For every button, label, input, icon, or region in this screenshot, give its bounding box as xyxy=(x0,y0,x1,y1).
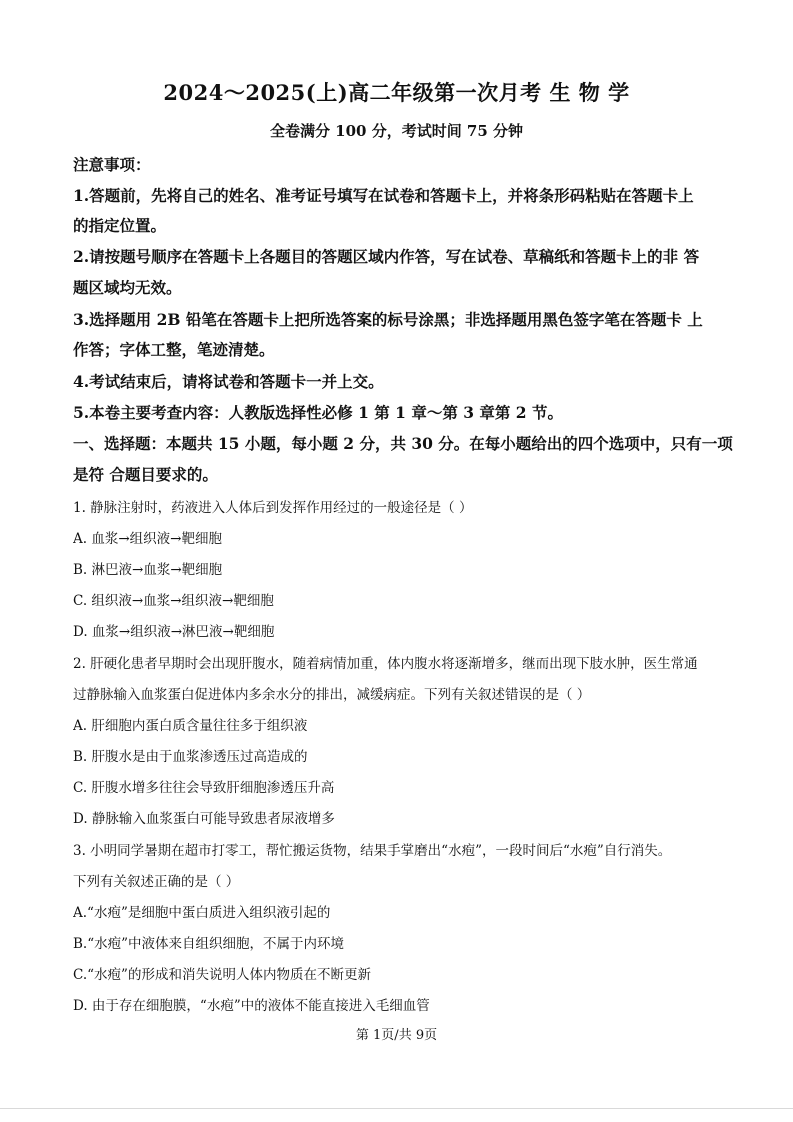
question-3-option-c: C.“水疱”的形成和消失说明人体内物质在不断更新 xyxy=(73,967,371,983)
question-3-stem-cont: 下列有关叙述正确的是（ ） xyxy=(73,874,240,890)
question-2-option-b: B. 肝腹水是由于血浆渗透压过高造成的 xyxy=(73,749,308,765)
question-2-stem: 2. 肝硬化患者早期时会出现肝腹水，随着病情加重，体内腹水将逐渐增多，继而出现下肢水肿，医生常通 xyxy=(73,656,698,672)
question-1-option-d: D. 血浆→组织液→淋巴液→靶细胞 xyxy=(73,624,275,640)
question-2-option-c: C. 肝腹水增多往往会导致肝细胞渗透压升高 xyxy=(73,780,335,796)
question-1-option-a: A. 血浆→组织液→靶细胞 xyxy=(73,531,222,547)
notice-item-3: 3.选择题用 2B 铅笔在答题卡上把所选答案的标号涂黑；非选择题用黑色签字笔在答题卡 上 xyxy=(73,310,703,329)
notice-item-3-cont: 作答；字体工整，笔迹清楚。 xyxy=(73,340,275,359)
question-2-option-a: A. 肝细胞内蛋白质含量往往多于组织液 xyxy=(73,718,308,734)
notice-item-2-cont: 题区域均无效。 xyxy=(73,278,182,297)
notice-heading: 注意事项： xyxy=(73,155,151,174)
section-heading: 一、选择题：本题共 15 小题，每小题 2 分，共 30 分。在每小题给出的四个选项中，只有一项 xyxy=(73,434,733,453)
question-3-stem: 3. 小明同学暑期在超市打零工，帮忙搬运货物，结果手掌磨出“水疱”，一段时间后“水疱”自行消失。 xyxy=(73,843,672,859)
notice-item-1-cont: 的指定位置。 xyxy=(73,216,167,235)
section-heading-cont: 是符 合题目要求的。 xyxy=(73,465,218,484)
notice-item-4: 4.考试结束后，请将试卷和答题卡一并上交。 xyxy=(73,372,384,391)
question-2-option-d: D. 静脉输入血浆蛋白可能导致患者尿液增多 xyxy=(73,811,335,827)
bottom-divider xyxy=(0,1108,793,1109)
question-3-option-a: A.“水疱”是细胞中蛋白质进入组织液引起的 xyxy=(73,905,331,921)
question-1-stem: 1. 静脉注射时，药液进入人体后到发挥作用经过的一般途径是（ ） xyxy=(73,500,473,516)
page-number: 第 1页/共 9页 xyxy=(355,1028,438,1043)
question-1-option-c: C. 组织液→血浆→组织液→靶细胞 xyxy=(73,593,274,609)
exam-title: 2024～2025(上)高二年级第一次月考 生 物 学 xyxy=(163,80,630,105)
exam-subtitle: 全卷满分 100 分，考试时间 75 分钟 xyxy=(269,122,524,140)
notice-item-5: 5.本卷主要考查内容：人教版选择性必修 1 第 1 章～第 3 章第 2 节。 xyxy=(73,403,563,422)
question-3-option-d: D. 由于存在细胞膜，“水疱”中的液体不能直接进入毛细血管 xyxy=(73,998,430,1014)
question-3-option-b: B.“水疱”中液体来自组织细胞，不属于内环境 xyxy=(73,936,345,952)
question-1-option-b: B. 淋巴液→血浆→靶细胞 xyxy=(73,562,223,578)
question-2-stem-cont: 过静脉输入血浆蛋白促进体内多余水分的排出，减缓病症。下列有关叙述错误的是（ ） xyxy=(73,687,591,703)
notice-item-2: 2.请按题号顺序在答题卡上各题目的答题区域内作答，写在试卷、草稿纸和答题卡上的非 答 xyxy=(73,247,700,266)
notice-item-1: 1.答题前，先将自己的姓名、准考证号填写在试卷和答题卡上，并将条形码粘贴在答题卡上 xyxy=(73,186,694,205)
